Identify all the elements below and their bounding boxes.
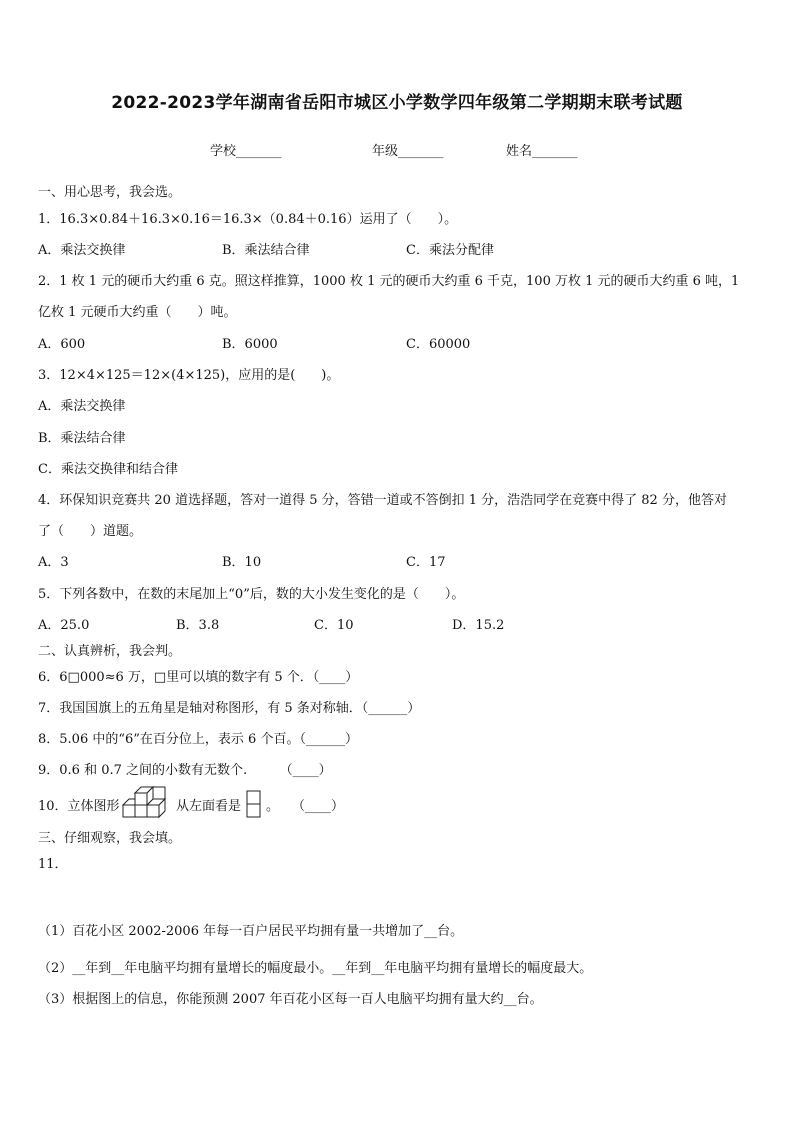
question-4-option-c: C．17 (406, 555, 446, 570)
question-2-text-line1: 2．1 枚 1 元的硬币大约重 6 克。照这样推算，1000 枚 1 元的硬币大约重 6 千克，100 万枚 1 元的硬币大约重 6 吨，1 (38, 274, 740, 289)
question-3-option-a: A．乘法交换律 (38, 399, 126, 414)
question-1-text: 1．16.3×0.84＋16.3×0.16＝16.3×（0.84＋0.16）运用了（ ）。 (38, 212, 458, 227)
question-11-sub-1: （1）百花小区 2002-2006 年每一百户居民平均拥有量一共增加了__台。 (38, 924, 464, 939)
name-field: 姓名_______ (506, 144, 578, 159)
question-1-option-a: A．乘法交换律 (38, 243, 126, 258)
question-4-option-a: A．3 (38, 555, 69, 570)
question-3-option-c: C．乘法交换律和结合律 (38, 462, 178, 477)
question-4-text-line1: 4．环保知识竞赛共 20 道选择题，答对一道得 5 分，答错一道或不答倒扣 1 分，浩浩同学在竞赛中得了 82 分，他答对 (38, 493, 727, 508)
grade-field: 年级_______ (372, 144, 444, 159)
question-2-option-c: C．60000 (406, 337, 471, 352)
question-5-option-c: C．10 (314, 618, 354, 633)
question-10-text-middle: 从左面看是 (176, 799, 242, 814)
section-heading-3: 三、仔细观察，我会填。 (38, 831, 182, 846)
exam-title: 2022-2023学年湖南省岳阳市城区小学数学四年级第二学期期末联考试题 (111, 93, 683, 113)
question-4-option-b: B．10 (222, 555, 262, 570)
question-6-text: 6．6□000≈6 万，□里可以填的数字有 5 个．（____） (38, 670, 359, 685)
question-8-text: 8．5.06 中的“6”在百分位上，表示 6 个百。（______） (38, 732, 358, 747)
question-11-sub-3: （3）根据图上的信息，你能预测 2007 年百花小区每一百人电脑平均拥有量大约__台。 (38, 992, 543, 1007)
question-7-text: 7．我国国旗上的五角星是轴对称图形，有 5 条对称轴．（______） (38, 701, 421, 716)
question-2-option-a: A．600 (38, 337, 86, 352)
question-3-text: 3．12×4×125＝12×(4×125)，应用的是( )。 (38, 368, 340, 383)
question-2-option-b: B．6000 (222, 337, 278, 352)
question-5-option-d: D．15.2 (452, 618, 505, 633)
question-11-label: 11． (38, 857, 68, 872)
question-10-text-suffix: 。 （____） (266, 799, 345, 814)
question-5-text: 5．下列各数中，在数的末尾加上“0”后，数的大小发生变化的是（ ）。 (38, 587, 465, 602)
question-2-text-line2: 亿枚 1 元硬币大约重（ ）吨。 (38, 305, 237, 320)
section-heading-1: 一、用心思考，我会选。 (38, 185, 182, 200)
question-1-option-b: B．乘法结合律 (222, 243, 310, 258)
question-9-text: 9．0.6 和 0.7 之间的小数有无数个. （____） (38, 763, 332, 778)
question-1-option-c: C．乘法分配律 (406, 243, 494, 258)
question-4-text-line2: 了（ ）道题。 (38, 524, 143, 539)
question-5-option-b: B．3.8 (176, 618, 220, 633)
question-3-option-b: B．乘法结合律 (38, 431, 126, 446)
question-5-option-a: A．25.0 (38, 618, 90, 633)
section-heading-2: 二、认真辨析，我会判。 (38, 644, 182, 659)
side-view-figure (246, 790, 262, 818)
school-field: 学校_______ (210, 144, 282, 159)
solid-figure-cubes (122, 785, 174, 819)
question-10-text-prefix: 10．立体图形 (38, 799, 120, 814)
question-11-sub-2: （2）__年到__年电脑平均拥有量增长的幅度最小。__年到__年电脑平均拥有量增长的幅度最大。 (38, 961, 593, 976)
